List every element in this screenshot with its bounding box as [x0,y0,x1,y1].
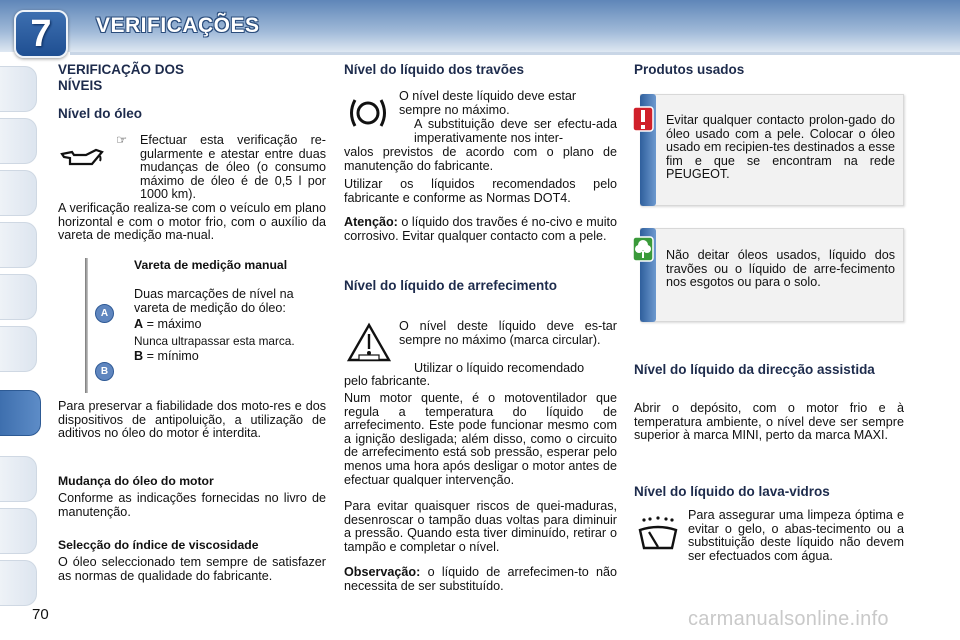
mark-b-line: B = mínimo [134,349,199,363]
dipstick-text: Duas marcações de nível na vareta de medição do óleo: [134,287,294,315]
side-tab-8[interactable] [0,456,37,502]
brake-p3: Utilizar os líquidos recomendados pelo fabricante e conforme as Normas DOT4. [344,177,617,205]
oil-bullet-text: Efectuar esta verificação re-gularmente e atestar entre duas mudanças de óleo (o consumo máximo de óleo é de 0,5 l por 1000 km). [140,133,326,202]
washer-text: Para assegurar uma limpeza óptima e evitar o gelo, o abas-tecimento ou a substituição deste líquido não devem ser efectuados com água. [688,508,904,563]
exclamation-icon [632,106,654,132]
preserve-paragraph: Para preservar a fiabilidade dos moto-res e dos dispositivos de antipoluição, a utilização de aditivos no óleo do motor é interdita. [58,399,326,441]
coolant-heading: Nível do líquido de arrefecimento [344,278,558,293]
brake-heading: Nível do líquido dos travões [344,62,525,77]
washer-heading: Nível do líquido do lava-vidros [634,484,830,499]
dipstick-illustration [85,258,88,393]
used-oil-warning-text: Evitar qualquer contacto prolon-gado do óleo usado com a pele. Colocar o óleo usado em recipien-tes destinados a esse fim e que se encontram na rede PEUGEOT. [666,113,895,182]
brake-p1: O nível deste líquido deve estar sempre no máximo. [399,89,577,117]
watermark: carmanualsonline.info [688,608,889,630]
header-rule [70,52,960,55]
oil-heading: Nível do óleo [58,106,143,121]
coolant-temperature-icon [346,322,392,364]
coolant-p2a: Utilizar o líquido recomendado [414,361,585,375]
steering-text: Abrir o depósito, com o motor frio e à temperatura ambiente, o nível deve ser sempre superior à marca MINI, perto da marca MAXI. [634,401,904,443]
coolant-p3: Num motor quente, é o motoventilador que regula a temperatura do líquido de arrefecimento. Este pode funcionar mesmo com a ignição desligada; além disso, como o circuito de arrefecimento está sob pressão, esperar pelo menos uma hora após desligar o motor antes de efectuar qualquer intervenção. [344,391,617,487]
side-tab-4[interactable] [0,222,37,268]
side-tab-9[interactable] [0,508,37,554]
chapter-title: VERIFICAÇÕES [96,14,260,37]
brake-p2a: A substituição deve ser efectu-ada imperativamente nos inter- [414,117,617,145]
windscreen-washer-icon [636,516,680,552]
side-tab-10[interactable] [0,560,37,606]
mark-a-line: A = máximo [134,317,202,331]
side-tab-5[interactable] [0,274,37,320]
viscosity-heading: Selecção do índice de viscosidade [58,538,259,552]
oil-change-heading: Mudança do óleo do motor [58,474,214,488]
side-tab-7-active[interactable] [0,390,41,436]
oil-change-text: Conforme as indicações fornecidas no livro de manutenção. [58,491,326,519]
coolant-p1: O nível deste líquido deve es-tar sempre no máximo (marca circular). [399,319,617,347]
steering-heading: Nível do líquido da direcção assistida [634,362,875,377]
mark-b-badge: B [95,362,114,381]
coolant-p4: Para evitar quaisquer riscos de quei-maduras, desenroscar o tampão duas voltas para diminuir a pressão. Quando esta tiver diminuído, retirar o tampão e completar o nível. [344,499,617,554]
dipstick-heading: Vareta de medição manual [134,258,288,272]
page-number: 70 [32,606,49,623]
mark-a-badge: A [95,304,114,323]
coolant-note: Observação: o líquido de arrefecimen-to não necessita de ser substituído. [344,565,617,593]
mark-note: Nunca ultrapassar esta marca. [134,334,295,348]
environment-text: Não deitar óleos usados, líquido dos travões ou o líquido de arre-fecimento nos esgotos ou para o solo. [666,248,895,290]
brake-p2b: valos previstos de acordo com o plano de manutenção do fabricante. [344,145,617,173]
oil-check-paragraph: A verificação realiza-se com o veículo em plano horizontal e com o motor frio, com o auxílio da vareta de medição ma-nual. [58,201,326,243]
brake-warning-icon [348,96,388,130]
chapter-number: 7 [30,13,52,55]
bullet-marker: ☞ [116,133,128,147]
side-tab-6[interactable] [0,326,37,372]
oil-can-icon [60,146,104,170]
chapter-tab [14,10,68,58]
side-tab-3[interactable] [0,170,37,216]
brake-warning: Atenção: o líquido dos travões é no-civo e muito corrosivo. Evitar qualquer contacto com a pele. [344,215,618,243]
products-heading: Produtos usados [634,62,745,77]
chapter-side-tabs [0,60,42,620]
coolant-p2b: pelo fabricante. [344,374,431,388]
viscosity-text: O óleo seleccionado tem sempre de satisfazer as normas de qualidade do fabricante. [58,555,326,583]
side-tab-2[interactable] [0,118,37,164]
tree-icon [632,236,654,262]
section-title: VERIFICAÇÃO DOS NÍVEIS [58,62,185,93]
side-tab-1[interactable] [0,66,37,112]
